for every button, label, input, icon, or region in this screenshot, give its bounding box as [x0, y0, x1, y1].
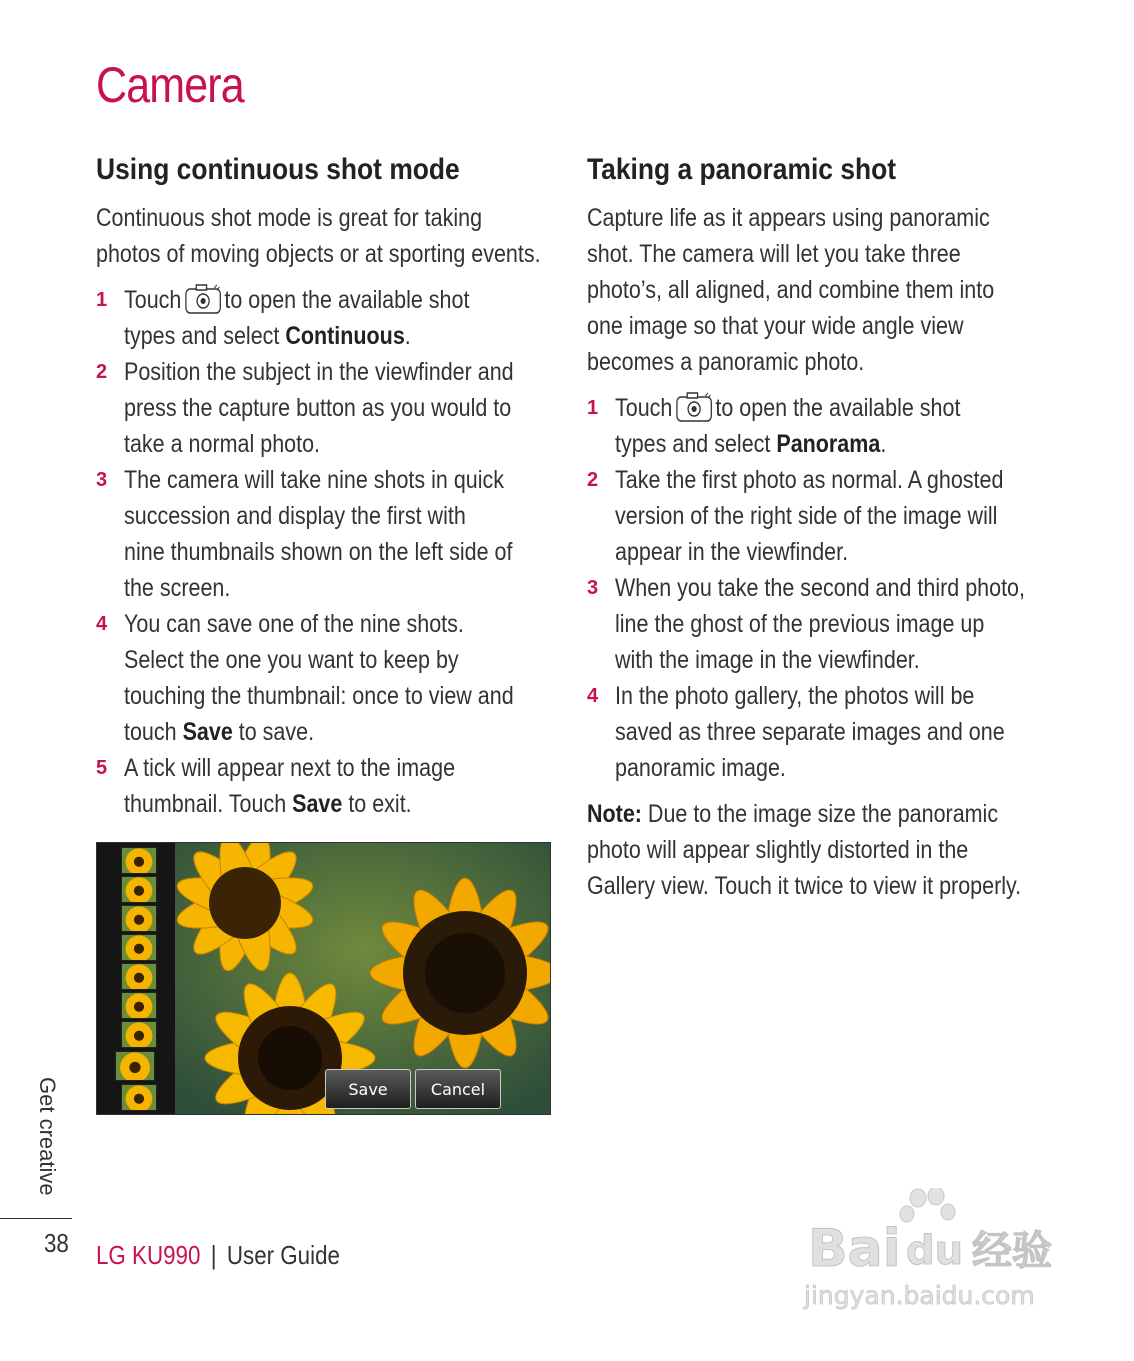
panoramic-intro [587, 200, 1047, 380]
step-item [96, 750, 556, 822]
step-number: 2 [96, 361, 108, 383]
step-item [96, 606, 556, 750]
step-text: to open the available shot [715, 394, 961, 422]
note-line: photo will appear slightly distorted in the [587, 836, 969, 864]
continuous-steps [96, 282, 556, 822]
step-line: The camera will take nine shots in quick [124, 466, 505, 494]
step-line: panoramic image. [615, 754, 786, 782]
watermark-brand-2: du [906, 1228, 964, 1274]
footer-brand: LG KU990 [96, 1240, 201, 1270]
step-line: version of the right side of the image will [615, 502, 998, 530]
step-number: 4 [587, 685, 599, 707]
option-panorama: Panorama [776, 430, 881, 458]
step-number: 3 [96, 469, 108, 491]
step-line [124, 714, 496, 750]
camera-mode-icon [185, 284, 221, 314]
side-divider [0, 1218, 72, 1219]
thumbnail[interactable] [121, 934, 157, 961]
step-number: 2 [587, 469, 599, 491]
note-text: Due to the image size the panoramic [641, 800, 999, 828]
thumbnail-selected[interactable] [115, 1051, 155, 1081]
step-text: thumbnail. Touch [124, 790, 293, 818]
save-button[interactable]: Save [325, 1069, 411, 1109]
step-item [96, 282, 556, 354]
step-number: 3 [587, 577, 599, 599]
step-text: touch [124, 718, 183, 746]
step-line: with the image in the viewfinder. [615, 646, 920, 674]
save-keyword: Save [292, 790, 343, 818]
step-text: to exit. [342, 790, 412, 818]
thumbnail[interactable] [121, 992, 157, 1019]
note-line: Gallery view. Touch it twice to view it properly. [587, 872, 1022, 900]
thumbnail[interactable] [121, 1021, 157, 1048]
watermark-brand: Bai [808, 1219, 901, 1279]
step-text: types and select [615, 430, 777, 458]
step-item [96, 462, 556, 606]
step-line: touching the thumbnail: once to view and [124, 682, 514, 710]
step-line: In the photo gallery, the photos will be [615, 682, 975, 710]
step-item [587, 678, 1047, 786]
panoramic-steps [587, 390, 1047, 786]
step-text: . [880, 430, 887, 458]
intro-line: Continuous shot mode is great for taking [96, 204, 483, 232]
watermark-cn: 经验 [972, 1228, 1052, 1274]
step-number: 4 [96, 613, 108, 635]
continuous-shot-screenshot [96, 842, 551, 1115]
step-item [96, 354, 556, 462]
page-number: 38 [44, 1228, 69, 1258]
note [587, 796, 1047, 904]
step-line: press the capture button as you would to [124, 394, 512, 422]
step-line [124, 318, 496, 354]
intro-line: shot. The camera will let you take three [587, 240, 961, 268]
footer-separator: | [210, 1240, 217, 1270]
step-line: When you take the second and third photo, [615, 574, 1025, 602]
note-line [587, 796, 999, 832]
step-item [587, 570, 1047, 678]
step-number: 1 [96, 289, 108, 311]
note-label: Note: [587, 800, 642, 828]
step-line: succession and display the first with [124, 502, 466, 530]
step-number: 1 [587, 397, 599, 419]
intro-line: Capture life as it appears using panoramic [587, 204, 990, 232]
step-text: . [404, 322, 411, 350]
option-continuous: Continuous [285, 322, 405, 350]
step-line [615, 426, 987, 462]
step-line: the screen. [124, 574, 231, 602]
save-keyword: Save [182, 718, 233, 746]
watermark-url: jingyan.baidu.com [804, 1281, 1035, 1310]
intro-line: photos of moving objects or at sporting events. [96, 240, 541, 268]
touch-word: Touch [615, 394, 673, 422]
thumbnail[interactable] [121, 847, 157, 874]
step-line [124, 786, 496, 822]
touch-word: Touch [124, 286, 182, 314]
step-item [587, 462, 1047, 570]
step-text: to open the available shot [224, 286, 470, 314]
step-line: take a normal photo. [124, 430, 321, 458]
side-section-label: Get creative [35, 1077, 60, 1196]
step-line: Position the subject in the viewfinder and [124, 358, 514, 386]
right-column [587, 150, 1047, 904]
thumbnail[interactable] [121, 963, 157, 990]
continuous-intro [96, 200, 556, 272]
section-heading-continuous: Using continuous shot mode [96, 153, 460, 186]
step-item [587, 390, 1047, 462]
step-number: 5 [96, 757, 108, 779]
step-text: to save. [232, 718, 315, 746]
step-line [124, 282, 496, 318]
cancel-button[interactable]: Cancel [415, 1069, 501, 1109]
camera-mode-icon [676, 392, 712, 422]
baidu-watermark [802, 1188, 1072, 1318]
step-text: types and select [124, 322, 286, 350]
thumbnail[interactable] [121, 1084, 157, 1111]
step-line: line the ghost of the previous image up [615, 610, 985, 638]
thumbnail[interactable] [121, 905, 157, 932]
footer-guide: User Guide [226, 1240, 340, 1270]
intro-line: one image so that your wide angle view [587, 312, 964, 340]
step-line: You can save one of the nine shots. [124, 610, 464, 638]
footer [96, 1240, 340, 1271]
thumbnail-strip [97, 843, 175, 1114]
step-line: A tick will appear next to the image [124, 754, 456, 782]
thumbnail[interactable] [121, 876, 157, 903]
page-title: Camera [96, 57, 244, 113]
section-heading-panoramic: Taking a panoramic shot [587, 153, 897, 186]
left-column [96, 150, 556, 822]
step-line: Select the one you want to keep by [124, 646, 459, 674]
step-line: nine thumbnails shown on the left side of [124, 538, 513, 566]
step-line [615, 390, 987, 426]
intro-line: becomes a panoramic photo. [587, 348, 865, 376]
step-line: Take the first photo as normal. A ghosted [615, 466, 1004, 494]
step-line: appear in the viewfinder. [615, 538, 849, 566]
intro-line: photo’s, all aligned, and combine them into [587, 276, 995, 304]
step-line: saved as three separate images and one [615, 718, 1005, 746]
